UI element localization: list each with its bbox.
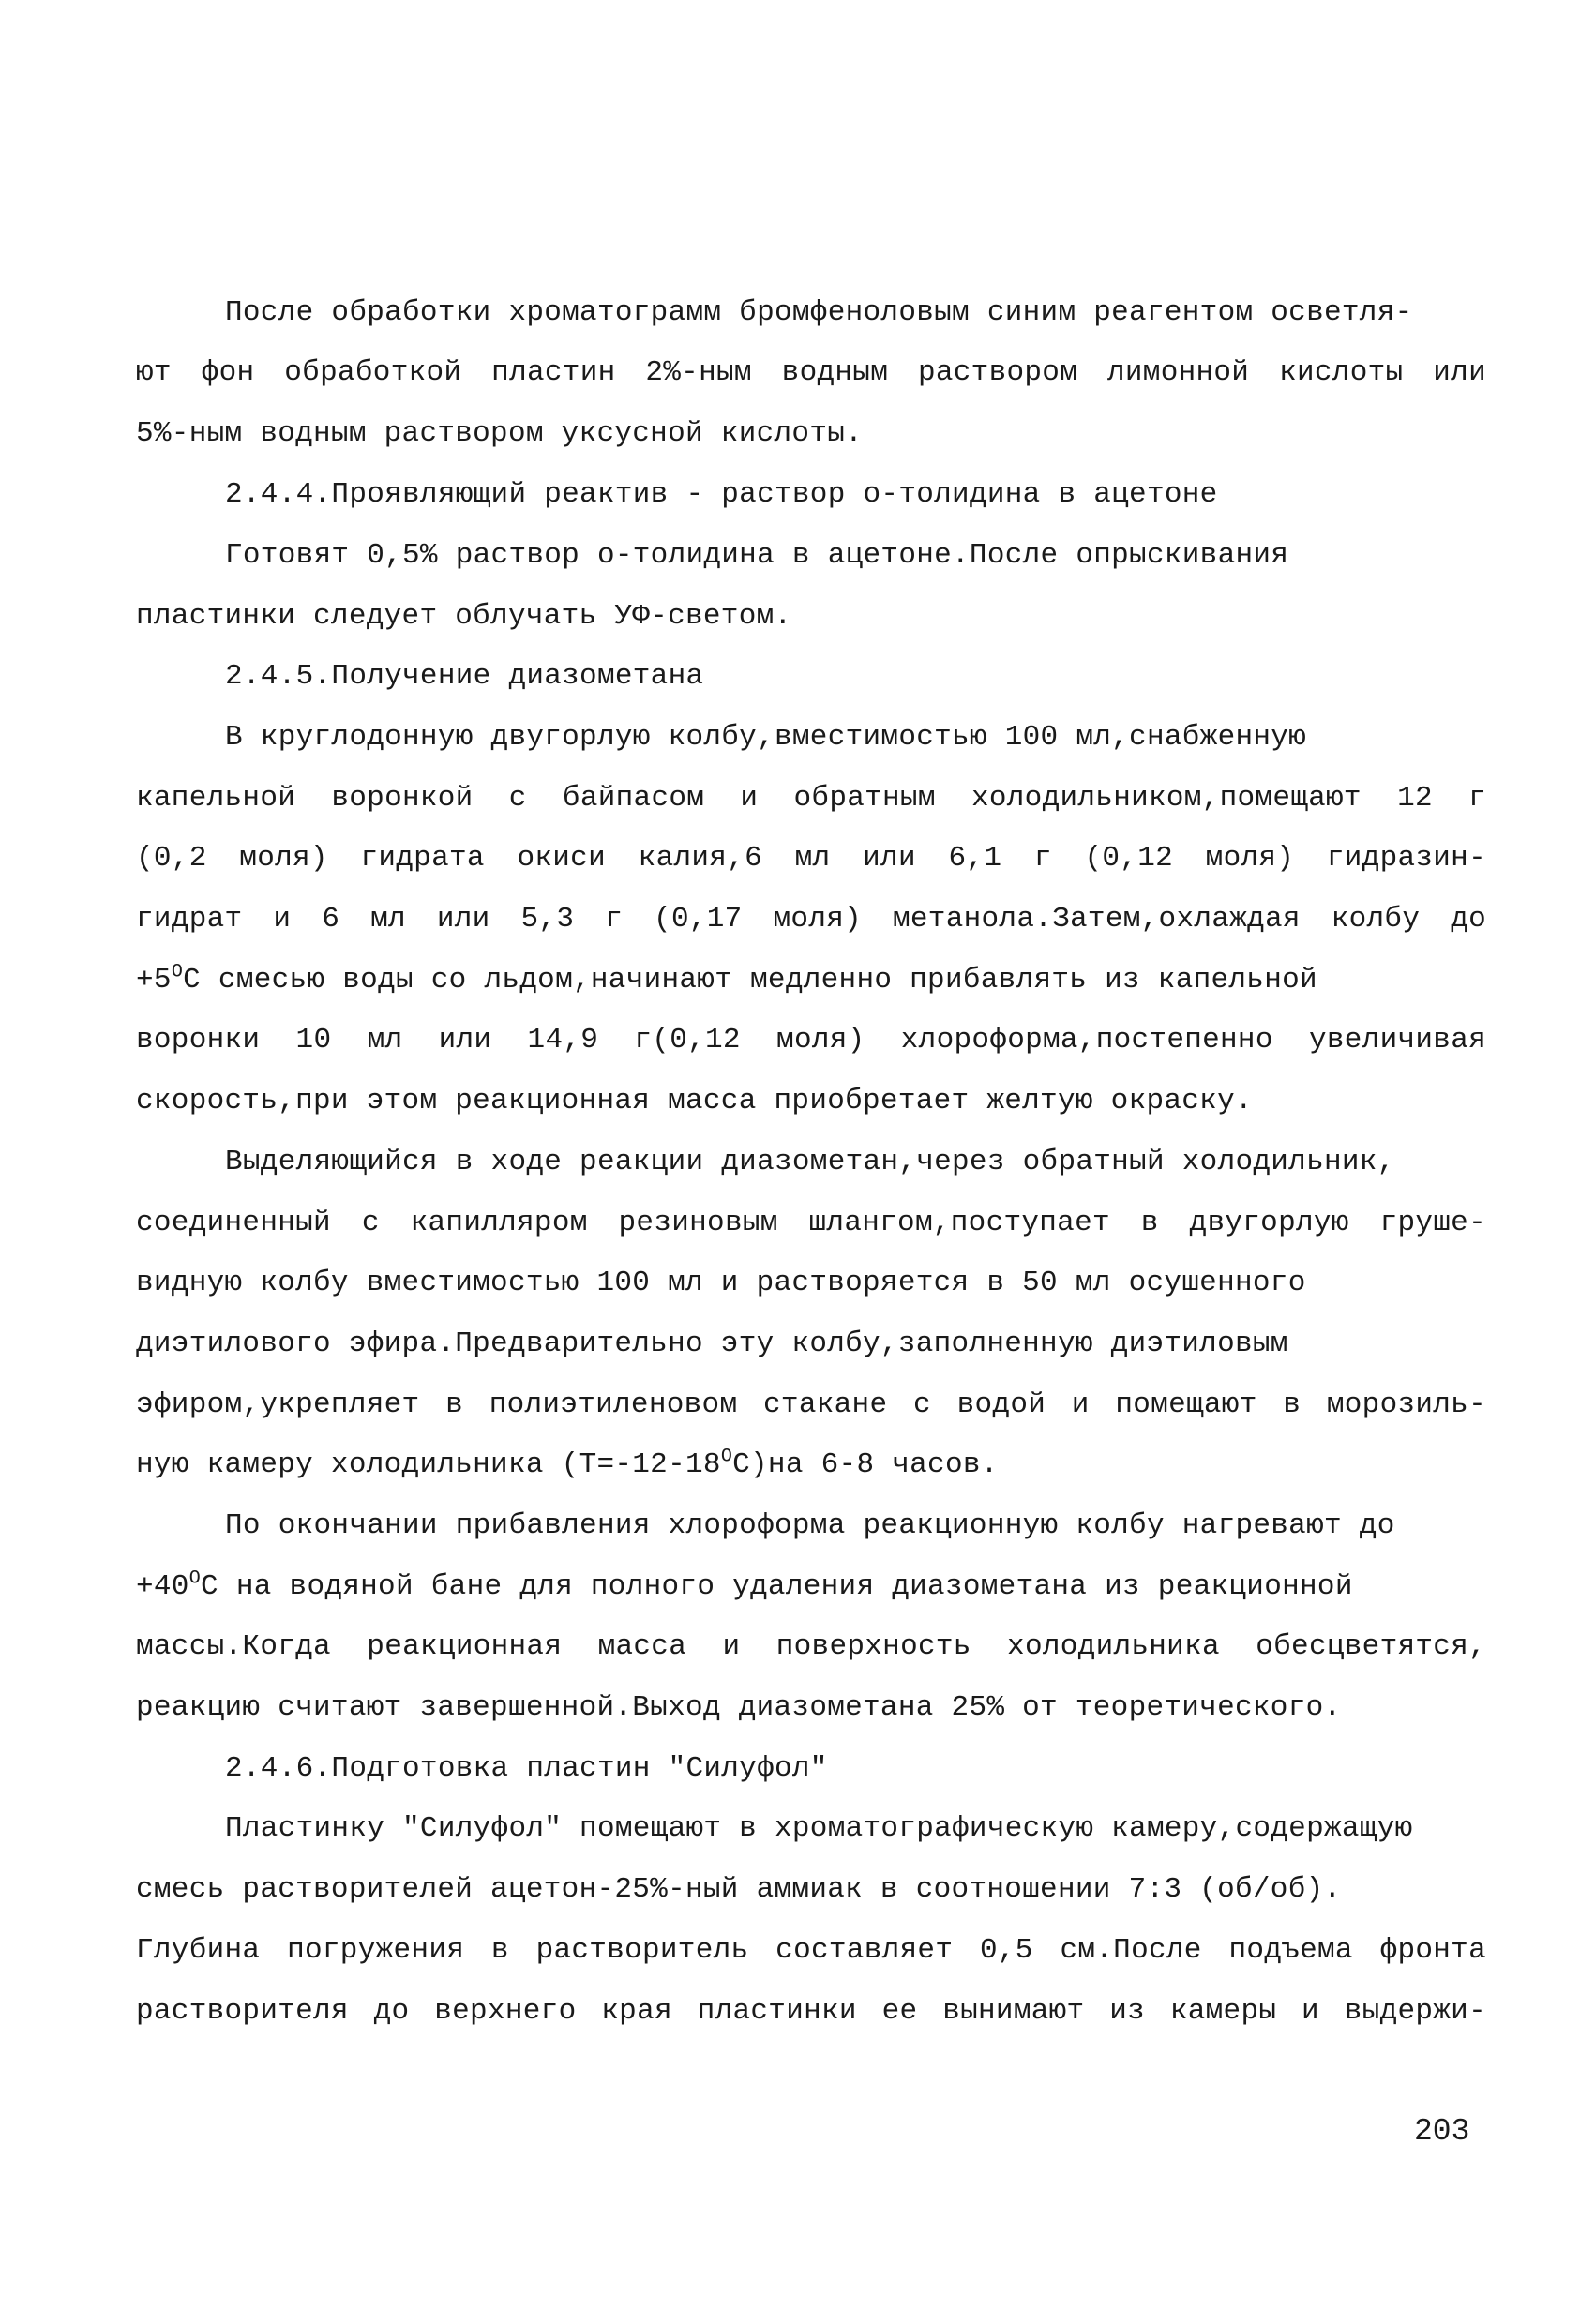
section-heading: 2.4.5.Получение диазометана xyxy=(225,660,704,693)
text-line: ют фон обработкой пластин 2%-ным водным раствором лимонной кислоты или xyxy=(136,356,1486,389)
degree-mark: O xyxy=(171,961,184,983)
text-line: воронки 10 мл или 14,9 г(0,12 моля) хлороформа,постепенно увеличивая xyxy=(136,1024,1486,1057)
text-line: Готовят 0,5% раствор о-толидина в ацетоне.После опрыскивания xyxy=(225,539,1289,572)
section-heading: 2.4.4.Проявляющий реактив - раствор о-толидина в ацетоне xyxy=(225,478,1218,511)
text-fragment: ную камеру холодильника (Т=-12-18 xyxy=(136,1448,721,1481)
text-line: По окончании прибавления хлороформа реакционную колбу нагревают до xyxy=(225,1509,1395,1542)
text-line: растворителя до верхнего края пластинки ее вынимают из камеры и выдержи- xyxy=(136,1995,1486,2028)
text-fragment: С)на 6-8 часов. xyxy=(732,1448,999,1481)
text-line xyxy=(136,1447,999,1484)
text-line: реакцию считают завершенной.Выход диазометана 25% от теоретического. xyxy=(136,1691,1342,1724)
text-line: пластинки следует облучать УФ-светом. xyxy=(136,600,792,633)
text-line: После обработки хроматограмм бромфеноловым синим реагентом осветля- xyxy=(225,296,1413,329)
text-line: Пластинку "Силуфол" помещают в хроматографическую камеру,содержащую xyxy=(225,1812,1413,1845)
text-fragment: С на водяной бане для полного удаления диазометана из реакционной xyxy=(201,1570,1353,1603)
text-line: (0,2 моля) гидрата окиси калия,6 мл или 6,1 г (0,12 моля) гидразин- xyxy=(136,842,1486,875)
text-fragment: +5 xyxy=(136,964,172,997)
text-line xyxy=(136,1568,1353,1606)
text-line: эфиром,укрепляет в полиэтиленовом стакане с водой и помещают в морозиль- xyxy=(136,1388,1486,1421)
text-fragment: С смесью воды со льдом,начинают медленно прибавлять из капельной xyxy=(183,964,1317,997)
text-line: В круглодонную двугорлую колбу,вместимостью 100 мл,снабженную xyxy=(225,721,1307,754)
text-line: капельной воронкой с байпасом и обратным холодильником,помещают 12 г xyxy=(136,782,1486,815)
text-line: соединенный с капилляром резиновым шлангом,поступает в двугорлую груше- xyxy=(136,1207,1486,1239)
text-line: смесь растворителей ацетон-25%-ный аммиак в соотношении 7:3 (об/об). xyxy=(136,1873,1342,1906)
text-line xyxy=(136,962,1317,999)
text-line: видную колбу вместимостью 100 мл и растворяется в 50 мл осушенного xyxy=(136,1267,1306,1299)
text-fragment: +40 xyxy=(136,1570,189,1603)
text-line: Выделяющийся в ходе реакции диазометан,через обратный холодильник, xyxy=(225,1146,1395,1178)
text-line: 5%-ным водным раствором уксусной кислоты. xyxy=(136,417,864,450)
degree-mark: O xyxy=(720,1446,733,1468)
text-line: гидрат и 6 мл или 5,3 г (0,17 моля) метанола.Затем,охлаждая колбу до xyxy=(136,903,1486,936)
text-line: Глубина погружения в растворитель составляет 0,5 см.После подъема фронта xyxy=(136,1934,1486,1967)
page-number: 203 xyxy=(1414,2114,1470,2149)
text-line: скорость,при этом реакционная масса приобретает желтую окраску. xyxy=(136,1085,1253,1117)
text-line: массы.Когда реакционная масса и поверхность холодильника обесцветятся, xyxy=(136,1630,1486,1663)
section-heading: 2.4.6.Подготовка пластин "Силуфол" xyxy=(225,1752,828,1785)
text-line: диэтилового эфира.Предварительно эту колбу,заполненную диэтиловым xyxy=(136,1327,1288,1360)
degree-mark: O xyxy=(188,1567,202,1590)
